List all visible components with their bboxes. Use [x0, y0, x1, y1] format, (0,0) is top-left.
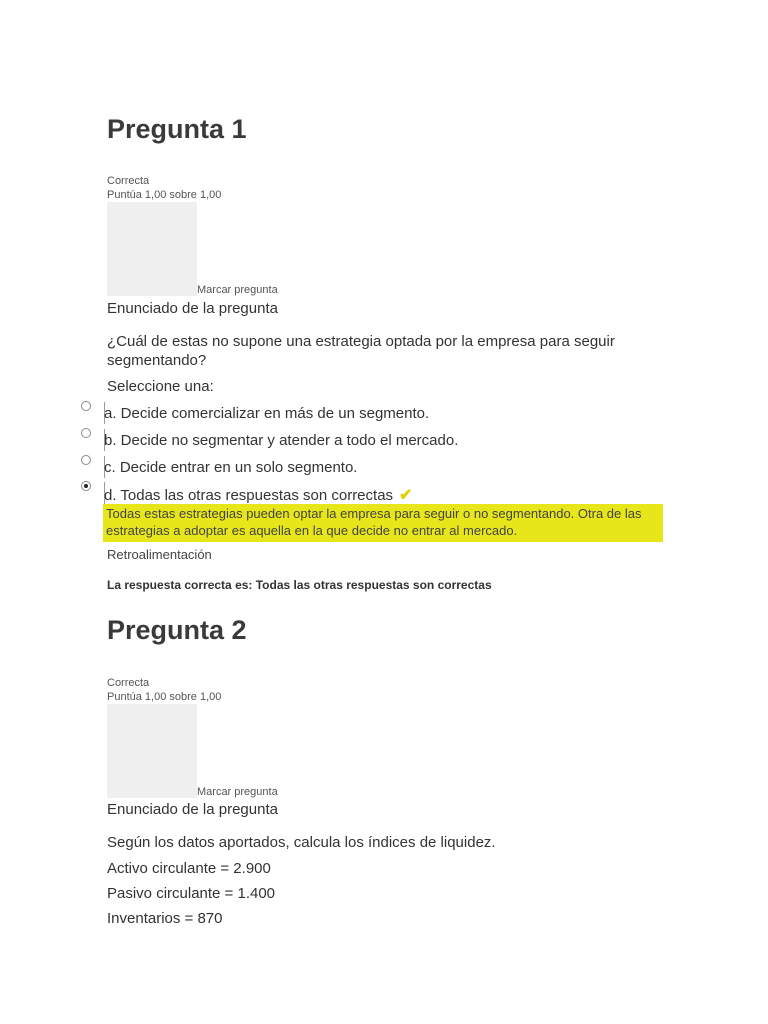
question-2-line-4: Inventarios = 870	[107, 910, 223, 927]
question-1-score: Puntúa 1,00 sobre 1,00	[107, 189, 222, 201]
question-2-line-3: Pasivo circulante = 1.400	[107, 885, 276, 902]
flag-icon-placeholder-2[interactable]	[107, 704, 197, 798]
flag-icon-placeholder[interactable]	[107, 202, 197, 296]
question-1-title: Pregunta 1	[107, 114, 247, 144]
select-one-prompt: Seleccione una:	[107, 378, 214, 395]
option-c-label[interactable]: c. Decide entrar en un solo segmento.	[104, 459, 358, 476]
option-d-label: d. Todas las otras respuestas son correctas	[104, 487, 394, 504]
checkmark-icon: ✔	[399, 487, 413, 504]
question-2-score: Puntúa 1,00 sobre 1,00	[107, 691, 222, 703]
flag-question-1-link[interactable]: Marcar pregunta	[197, 284, 278, 296]
option-feedback: Todas estas estrategias pueden optar la empresa para seguir o no segmentando. Otra de las estrategias a adoptar es aquella en la que decide no entrar al mercado.	[103, 504, 663, 542]
correct-answer-text: La respuesta correcta es: Todas las otras respuestas son correctas	[107, 578, 492, 592]
question-1-status: Correcta	[107, 175, 150, 187]
question-2-line-1: Según los datos aportados, calcula los índices de liquidez.	[107, 834, 496, 851]
question-2-status: Correcta	[107, 677, 150, 689]
question-2-title: Pregunta 2	[107, 615, 247, 645]
option-c-radio[interactable]	[81, 455, 91, 465]
option-d-radio-selected[interactable]	[81, 481, 91, 491]
option-d-row[interactable]	[104, 485, 412, 505]
feedback-heading: Retroalimentación	[107, 547, 212, 562]
option-a-radio[interactable]	[81, 401, 91, 411]
option-b-label[interactable]: b. Decide no segmentar y atender a todo el mercado.	[104, 432, 459, 449]
question-1-statement-heading: Enunciado de la pregunta	[107, 300, 278, 317]
question-2-statement-heading: Enunciado de la pregunta	[107, 801, 278, 818]
option-a-label[interactable]: a. Decide comercializar en más de un segmento.	[104, 405, 430, 422]
option-b-radio[interactable]	[81, 428, 91, 438]
flag-question-2-link[interactable]: Marcar pregunta	[197, 786, 278, 798]
question-2-line-2: Activo circulante = 2.900	[107, 860, 271, 877]
question-1-text: ¿Cuál de estas no supone una estrategia optada por la empresa para seguir segmentando?	[107, 333, 615, 369]
